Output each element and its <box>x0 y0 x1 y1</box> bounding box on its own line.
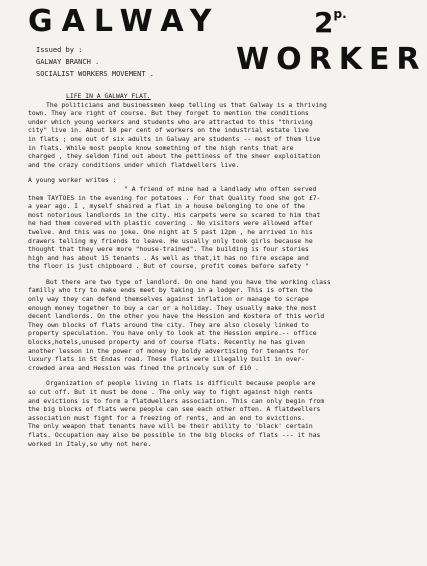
issued-by-block <box>36 44 154 80</box>
para3-line: property speculation. You have only to look at the Hession empire.-- office <box>28 329 317 338</box>
para3-line: They own blocks of flats around the city. They are also closely linked to <box>28 320 309 329</box>
price-value: 2 <box>314 6 334 39</box>
para1-line: town. They are right of course. But they forget to mention the conditions <box>28 109 309 118</box>
para4-line: worked in Italy,so why not here. <box>28 439 152 448</box>
issued-by-branch: GALWAY BRANCH . <box>36 58 100 66</box>
para3-line: But there are two type of landlord. On one hand you have the working class <box>46 277 331 286</box>
para2-line: " A friend of mine had a landlady who often served <box>124 184 317 193</box>
para2-line: the floor is just chipboard . But of course, profit comes before safety " <box>28 262 309 271</box>
para1-line: and the crazy conditions under which flatdwellers live. <box>28 160 240 169</box>
issued-by-organisation: SOCIALIST WORKERS MOVEMENT . <box>36 70 155 78</box>
para2-line: most notorious landlords in the city. His carpets were so scared to him that <box>28 210 321 219</box>
masthead-galway: GALWAY <box>28 4 221 39</box>
masthead-worker: WORKER <box>236 42 427 77</box>
para1-line: The politicians and businessmen keep telling us that Galway is a thriving <box>46 100 327 109</box>
para4-line: flats. Occupation may also be possible in the big blocks of flats --- it has <box>28 430 321 439</box>
para3-line: crowded area and Hession was fined the princely sum of £10 . <box>28 363 259 372</box>
para2-line: drawers telling my friends to leave. He usually only took girls because he <box>28 236 313 245</box>
para4-line: The only weapon that tenants have will be their ability to 'black' certain <box>28 422 313 431</box>
para1-line: city" live in. About 10 per cent of workers on the industrial estate live <box>28 126 309 135</box>
para3-line: familly who try to make ends meet by taking in a lodger. This is often the <box>28 286 313 295</box>
para2-line: them TAYTOES in the evening for potatoes . For that Quality food she got £7- <box>28 193 321 202</box>
para3-line: enough money together to buy a car or a holiday. They usually make the most <box>28 303 317 312</box>
para4-line: so cut off. But it must be done . The only way to fight against high rents <box>28 388 313 396</box>
issued-by-line: Issued by : <box>36 46 83 54</box>
para2-lead: A young worker writes : <box>28 176 117 185</box>
para3-line: decent landlords. On the other you have the Hession and Kostera of this world <box>28 312 325 321</box>
para3-line: another lesson in the power of money by boldy advertising for tenants for <box>28 346 309 355</box>
para4-line: and evictions is to form a flatdwellers association. This can only begin from <box>28 396 325 405</box>
para2-line: a year ago. I , myself shaired a flat in a house belonging to one of the <box>28 202 306 211</box>
para3-line: blocks,hotels,unused property and of course flats. Recently he has given <box>28 338 306 347</box>
para4-line: Organization of people living in flats is difficult because people are <box>46 379 316 388</box>
masthead-price <box>314 6 347 39</box>
para1-line: under which young workers and students who are attracted to this "thriving <box>28 117 313 126</box>
para3-line: only way they can defend themselves against inflation or manage to scrape <box>28 295 309 304</box>
para2-line: twelve. And this was no joke. One night at 5 past 12pm , he arrived in his <box>28 227 313 236</box>
para4-line: the big blocks of flats were people can see each other often. A flatdwellers <box>28 405 321 414</box>
para3-line: luxury flats in St Endas road. These flats were illegally built in over- <box>28 355 306 364</box>
para2-line: high and has about 15 tenants . As well as that,it has no fire escape and <box>28 253 309 262</box>
para1-line: in flats ; one out of six adults in Galway are students -- most of them live <box>28 134 321 143</box>
para2-line: thought that they were more "house-trained". The building is four stories <box>28 245 309 254</box>
article-title: LIFE IN A GALWAY FLAT. <box>66 92 151 100</box>
para1-line: charged , they seldom find out about the pettiness of the sheer exploitation <box>28 152 321 161</box>
article-body <box>28 92 378 448</box>
para2-line: he had them covered with plastic covering . No visitors were allowed after <box>28 219 313 228</box>
para4-line: association must fight for a freezing of rents, and an end to evictions. <box>28 413 306 422</box>
price-suffix: p. <box>333 7 347 21</box>
para1-line: in flats. While most people know something of the high rents that are <box>28 143 294 152</box>
